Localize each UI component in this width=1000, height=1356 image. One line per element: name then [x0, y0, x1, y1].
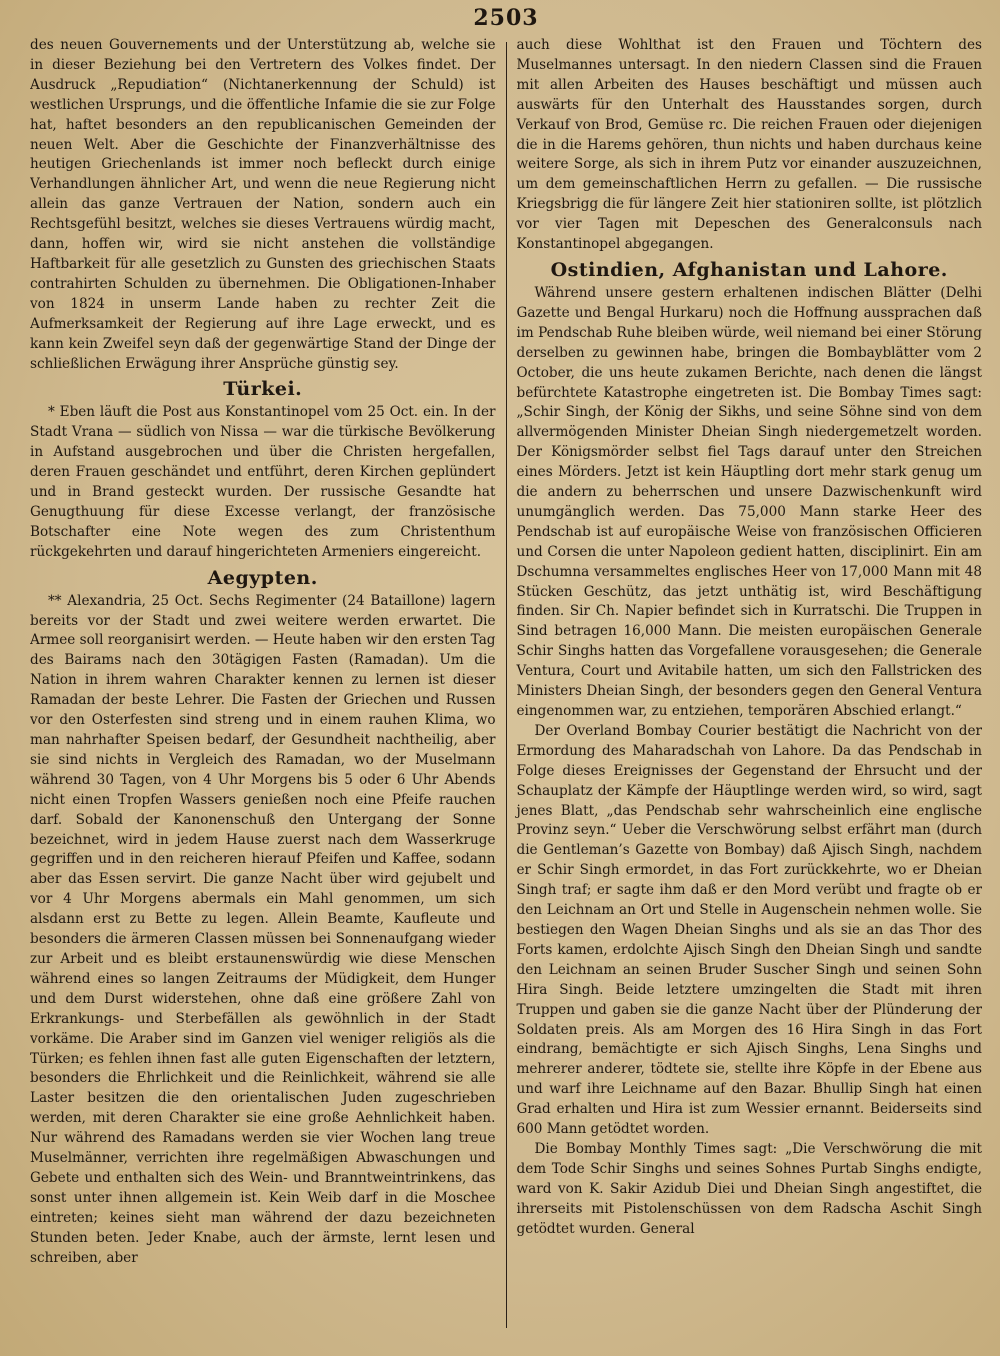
article-paragraph: auch diese Wohlthat ist den Frauen und Töchtern des Muselmannes untersagt. In den niedern Classen sind die Frauen mit allen Arbeiten des Hauses beschäftigt und müssen auch auswärts für den Unterhalt des Hausstandes sorgen, durch Verkauf von Brod, Gemüse rc. Die reichen Frauen oder diejenigen die in die Harems gehören, thun nichts und haben durchaus keine weitere Sorge, als sich in ihrem Putz vor einander auszuzeichnen, um dem gemeinschaftlichen Herrn zu gefallen. — Die russische Kriegsbrigg die für längere Zeit hier stationiren sollte, ist plötzlich vor vier Tagen mit Depeschen des Generalconsuls nach Konstantinopel abgegangen.: [516, 37, 982, 253]
article-columns: [30, 36, 982, 1336]
article-paragraph: Der Overland Bombay Courier bestätigt die Nachricht von der Ermordung des Maharadschah von Lahore. Da das Pendschab in Folge dieses Ereignisses der Gegenstand der Ehrsucht und der Schauplatz der Kämpfe der Häuptlinge werden wird, so wird, sagt jenes Blatt, „das Pendschab sehr wahrscheinlich eine englische Provinz seyn.“ Ueber die Verschwörung selbst erfährt man (durch die Gentleman’s Gazette von Bombay) daß Ajisch Singh, nachdem er Schir Singh ermordet, in das Fort zurückkehrte, wo er Dheian Singh traf; er sagte ihm daß er den Mord verübt und fragte ob er den Leichnam an Ort und Stelle in Augenschein nehmen wolle. Sie bestiegen den Wagen Dheian Singhs und als sie an das Thor des Forts kamen, erdolchte Ajisch Singh den Dheian Singh und sandte den Leichnam an seinen Bruder Suscher Singh und seinen Sohn Hira Singh. Beide letztere umzingelten die Stadt mit ihren Truppen und gaben sie die ganze Nacht über der Plünderung der Soldaten preis. Als am Morgen des 16 Hira Singh in das Fort eindrang, bemächtigte er sich Ajisch Singhs, Lena Singhs und mehrerer anderer, tödtete sie, stellte ihre Köpfe in der Ebene aus und warf ihre Leichname auf den Bazar. Bhullip Singh hat einen Grad erhalten und Hira ist zum Wessier ernannt. Beiderseits sind 600 Mann getödtet worden.: [516, 722, 982, 1138]
right-column: [507, 36, 983, 1336]
article-paragraph: Die Bombay Monthly Times sagt: „Die Verschwörung die mit dem Tode Schir Singhs und seines Sohnes Purtab Singhs endigte, ward von K. Sakir Azidub Diei und Dheian Singh angestiftet, die ihrerseits mit Pistolenschüssen von dem Radscha Aschit Singh getödtet wurden. General: [516, 1140, 982, 1237]
article-paragraph: des neuen Gouvernements und der Unterstützung ab, welche sie in dieser Beziehung bei den Vertretern des Volkes findet. Der Ausdruck „Repudiation“ (Nichtanerkennung der Schuld) ist westlichen Ursprungs, und die öffentliche Infamie die sie zur Folge hat, haftet besonders an den republicanischen Gemeinden der neuen Welt. Aber die Geschichte der Finanzverhältnisse des heutigen Griechenlands ist immer noch befleckt durch einige Verhandlungen ähnlicher Art, und wenn die neue Regierung nicht allein das ganze Vertrauen der Nation, sondern auch ein Rechtsgefühl besitzt, welches sie dieses Vertrauens würdig macht, dann, hoffen wir, wird sie nicht anstehen die vollständige Haftbarkeit für alle gesetzlich zu Gunsten des griechischen Staats contrahirten Schulden zu übernehmen. Die Obligationen-Inhaber von 1824 in unserm Lande haben zu rechter Zeit die Aufmerksamkeit der Regierung auf ihre Lage erweckt, und es kann kein Zweifel seyn daß der gegenwärtige Stand der Dinge der schließlichen Erwägung ihrer Ansprüche günstig sey.: [30, 37, 496, 372]
article-paragraph: ** Alexandria, 25 Oct. Sechs Regimenter (24 Bataillone) lagern bereits vor der Stadt und zwei weitere werden erwartet. Die Armee soll reorganisirt werden. — Heute haben wir den ersten Tag des Bairams nach den 30tägigen Fasten (Ramadan). Um die Nation in ihrem wahren Charakter kennen zu lernen ist dieser Ramadan der beste Lehrer. Die Fasten der Griechen und Russen vor den Osterfesten sind streng und in einem rauhen Klima, wo man nahrhafter Speisen bedarf, der Gesundheit nachtheilig, aber sie sind nichts in Vergleich des Ramadan, wo der Muselmann während 30 Tagen, von 4 Uhr Morgens bis 5 oder 6 Uhr Abends nicht einen Tropfen Wassers genießen noch eine Pfeife rauchen darf. Sobald der Kanonenschuß den Untergang der Sonne bezeichnet, wird in jedem Hause zuerst nach dem Wasserkruge gegriffen und in den reicheren hierauf Pfeifen und Kaffee, sodann aber das Essen servirt. Die ganze Nacht über wird gejubelt und vor 4 Uhr Morgens abermals ein Mahl genommen, um sich alsdann erst zu Bette zu legen. Allein Beamte, Kaufleute und besonders die ärmeren Classen müssen bei Sonnenaufgang wieder zur Arbeit und es bleibt erstaunenswürdig wie diese Menschen während eines so langen Zeitraums der Müdigkeit, dem Hunger und dem Durst widerstehen, ohne daß eine größere Zahl von Erkrankungs- und Sterbefällen als gewöhnlich in der Stadt vorkäme. Die Araber sind im Ganzen viel weniger religiös als die Türken; es fehlen ihnen fast alle guten Eigenschaften der letztern, besonders die Ehrlichkeit und die Reinlichkeit, während sie alle Laster besitzen die den orientalischen Juden zugeschrieben werden, mit deren Charakter sie eine große Aehnlichkeit haben. Nur während des Ramadans werden sie vier Wochen lang treue Muselmänner, verrichten ihre regelmäßigen Abwaschungen und Gebete und enthalten sich des Wein- und Branntweintrinkens, das sonst unter ihnen allgemein ist. Kein Weib darf in die Moschee eintreten; keines sieht man während der dazu bezeichneten Stunden beten. Jeder Knabe, auch der ärmste, lernt lesen und schreiben, aber: [30, 592, 496, 1266]
section-heading: Ostindien, Afghanistan und Lahore.: [550, 258, 948, 281]
page-number: 2503: [473, 5, 539, 31]
section-heading: Aegypten.: [207, 566, 318, 589]
article-paragraph: Während unsere gestern erhaltenen indischen Blätter (Delhi Gazette und Bengal Hurkaru) noch die Hoffnung aussprachen daß im Pendschab Ruhe bleiben würde, weil niemand bei einer Störung derselben zu gewinnen habe, bringen die Bombayblätter vom 2 October, die uns heute zukamen Berichte, nach denen die längst befürchtete Katastrophe eingetreten ist. Die Bombay Times sagt: „Schir Singh, der König der Sikhs, und seine Söhne sind von dem allvermögenden Minister Dheian Singh niedergemetzelt worden. Der Königsmörder selbst fiel Tags darauf unter den Streichen eines Mörders. Jetzt ist kein Häuptling dort mehr stark genug um die andern zu beherrschen und unsere Dazwischenkunft wird unumgänglich werden. Das 75,000 Mann starke Heer des Pendschab ist auf europäische Weise von französischen Officieren und Corsen die unter Napoleon gedient hatten, disciplinirt. Ein am Dschumna versammeltes englisches Heer von 17,000 Mann mit 48 Stücken Geschütz, das jetzt unthätig ist, wird Beschäftigung finden. Sir Ch. Napier befindet sich in Kurratschi. Die Truppen in Sind betragen 16,000 Mann. Die meisten europäischen Generale Schir Singhs hatten das Vorgefallene vorausgesehen; die Generale Ventura, Court und Avitabile hatten, um sich den Fallstricken des Ministers Dheian Singh, der besonders gegen den General Ventura eingenommen war, zu entziehen, temporären Abschied erlangt.“: [516, 284, 982, 719]
article-paragraph: * Eben läuft die Post aus Konstantinopel vom 25 Oct. ein. In der Stadt Vrana — südlich von Nissa — war die türkische Bevölkerung in Aufstand ausgebrochen und über die Christen hergefallen, deren Frauen geschändet und entführt, deren Kirchen geplündert und in Brand gesteckt wurden. Der russische Gesandte hat Genugthuung für diese Excesse verlangt, der französische Botschafter eine Note wegen des zum Christenthum rückgekehrten und darauf hingerichteten Armeniers eingereicht.: [30, 404, 496, 560]
section-heading: Türkei.: [223, 378, 303, 401]
left-column: [30, 36, 506, 1336]
